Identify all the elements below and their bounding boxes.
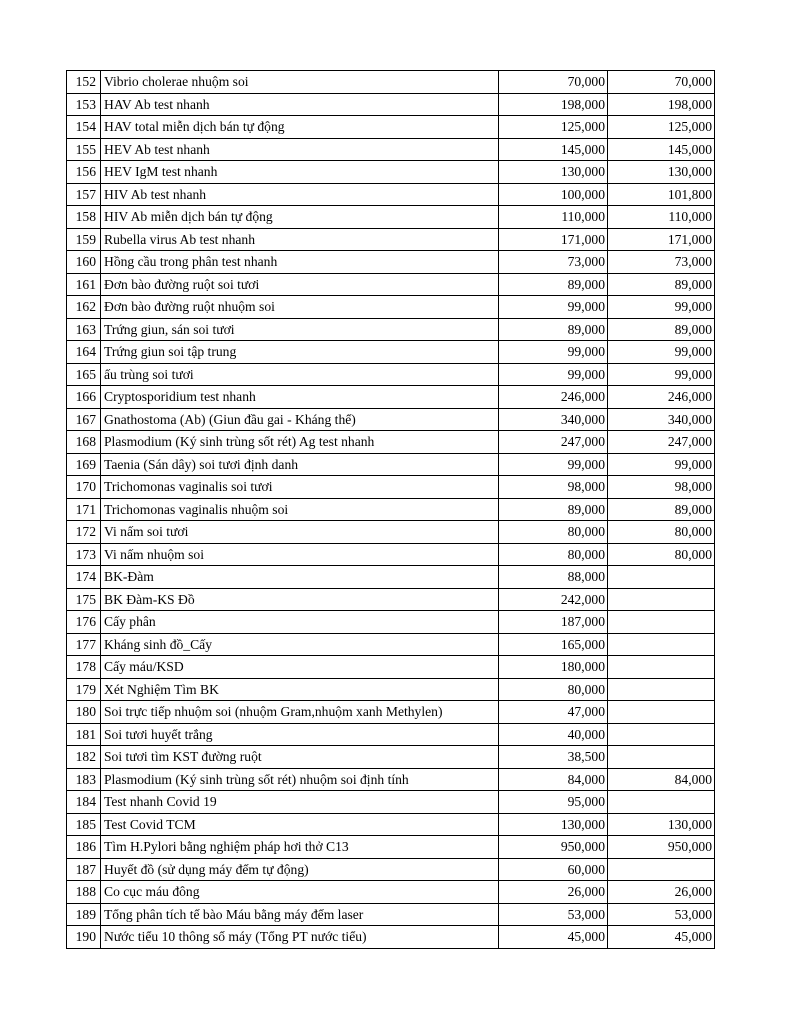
table-row — [67, 836, 715, 859]
table-row — [67, 633, 715, 656]
row-number-cell: 189 — [67, 903, 101, 926]
table-row — [67, 881, 715, 904]
service-name-cell: Plasmodium (Ký sinh trùng sốt rét) nhuộm soi định tính — [101, 768, 499, 791]
price-2-cell: 26,000 — [608, 881, 715, 904]
price-2-cell: 99,000 — [608, 341, 715, 364]
price-2-cell: 130,000 — [608, 813, 715, 836]
price-1-cell: 340,000 — [499, 408, 608, 431]
price-2-cell: 73,000 — [608, 251, 715, 274]
price-1-cell: 110,000 — [499, 206, 608, 229]
price-2-cell: 145,000 — [608, 138, 715, 161]
price-1-cell: 45,000 — [499, 926, 608, 949]
price-1-cell: 99,000 — [499, 296, 608, 319]
service-name-cell: Cấy phân — [101, 611, 499, 634]
row-number-cell: 163 — [67, 318, 101, 341]
table-row — [67, 116, 715, 139]
price-1-cell: 73,000 — [499, 251, 608, 274]
service-name-cell: Cấy máu/KSD — [101, 656, 499, 679]
price-2-cell: 125,000 — [608, 116, 715, 139]
service-name-cell: Co cục máu đông — [101, 881, 499, 904]
row-number-cell: 160 — [67, 251, 101, 274]
table-row — [67, 251, 715, 274]
service-name-cell: Xét Nghiệm Tìm BK — [101, 678, 499, 701]
price-1-cell: 98,000 — [499, 476, 608, 499]
row-number-cell: 179 — [67, 678, 101, 701]
price-2-cell: 84,000 — [608, 768, 715, 791]
table-row — [67, 453, 715, 476]
service-name-cell: HAV total miễn dịch bán tự động — [101, 116, 499, 139]
service-name-cell: Gnathostoma (Ab) (Giun đầu gai - Kháng thể) — [101, 408, 499, 431]
row-number-cell: 164 — [67, 341, 101, 364]
row-number-cell: 169 — [67, 453, 101, 476]
price-1-cell: 40,000 — [499, 723, 608, 746]
price-2-cell: 171,000 — [608, 228, 715, 251]
price-1-cell: 171,000 — [499, 228, 608, 251]
row-number-cell: 184 — [67, 791, 101, 814]
row-number-cell: 171 — [67, 498, 101, 521]
price-1-cell: 125,000 — [499, 116, 608, 139]
table-row — [67, 768, 715, 791]
price-1-cell: 53,000 — [499, 903, 608, 926]
price-2-cell — [608, 791, 715, 814]
price-table — [66, 70, 715, 949]
row-number-cell: 166 — [67, 386, 101, 409]
service-name-cell: Tổng phân tích tế bào Máu bằng máy đếm laser — [101, 903, 499, 926]
price-1-cell: 88,000 — [499, 566, 608, 589]
price-2-cell — [608, 858, 715, 881]
price-1-cell: 89,000 — [499, 498, 608, 521]
price-1-cell: 246,000 — [499, 386, 608, 409]
table-row — [67, 476, 715, 499]
service-name-cell: BK-Đàm — [101, 566, 499, 589]
price-2-cell: 98,000 — [608, 476, 715, 499]
row-number-cell: 180 — [67, 701, 101, 724]
price-2-cell: 950,000 — [608, 836, 715, 859]
price-1-cell: 242,000 — [499, 588, 608, 611]
price-1-cell: 38,500 — [499, 746, 608, 769]
row-number-cell: 190 — [67, 926, 101, 949]
table-body — [67, 71, 715, 949]
table-row — [67, 93, 715, 116]
table-row — [67, 701, 715, 724]
row-number-cell: 185 — [67, 813, 101, 836]
price-2-cell — [608, 701, 715, 724]
price-2-cell: 80,000 — [608, 521, 715, 544]
table-row — [67, 296, 715, 319]
service-name-cell: BK Đàm-KS Đồ — [101, 588, 499, 611]
row-number-cell: 152 — [67, 71, 101, 94]
row-number-cell: 167 — [67, 408, 101, 431]
row-number-cell: 177 — [67, 633, 101, 656]
price-2-cell — [608, 588, 715, 611]
service-name-cell: Đơn bào đường ruột nhuộm soi — [101, 296, 499, 319]
price-1-cell: 99,000 — [499, 363, 608, 386]
service-name-cell: Đơn bào đường ruột soi tươi — [101, 273, 499, 296]
row-number-cell: 162 — [67, 296, 101, 319]
service-name-cell: Vibrio cholerae nhuộm soi — [101, 71, 499, 94]
table-row — [67, 543, 715, 566]
row-number-cell: 159 — [67, 228, 101, 251]
table-row — [67, 656, 715, 679]
price-1-cell: 80,000 — [499, 521, 608, 544]
table-row — [67, 386, 715, 409]
row-number-cell: 186 — [67, 836, 101, 859]
service-name-cell: Trichomonas vaginalis soi tươi — [101, 476, 499, 499]
row-number-cell: 188 — [67, 881, 101, 904]
service-name-cell: HAV Ab test nhanh — [101, 93, 499, 116]
table-row — [67, 611, 715, 634]
table-row — [67, 71, 715, 94]
price-2-cell — [608, 566, 715, 589]
price-1-cell: 950,000 — [499, 836, 608, 859]
price-1-cell: 47,000 — [499, 701, 608, 724]
table-row — [67, 723, 715, 746]
row-number-cell: 161 — [67, 273, 101, 296]
service-name-cell: HEV Ab test nhanh — [101, 138, 499, 161]
row-number-cell: 187 — [67, 858, 101, 881]
price-2-cell: 340,000 — [608, 408, 715, 431]
table-row — [67, 273, 715, 296]
service-name-cell: Soi trực tiếp nhuộm soi (nhuộm Gram,nhuộm xanh Methylen) — [101, 701, 499, 724]
service-name-cell: Taenia (Sán dây) soi tươi định danh — [101, 453, 499, 476]
table-row — [67, 926, 715, 949]
price-1-cell: 60,000 — [499, 858, 608, 881]
row-number-cell: 165 — [67, 363, 101, 386]
price-2-cell — [608, 746, 715, 769]
price-1-cell: 99,000 — [499, 341, 608, 364]
table-row — [67, 746, 715, 769]
service-name-cell: Rubella virus Ab test nhanh — [101, 228, 499, 251]
service-name-cell: Hồng cầu trong phân test nhanh — [101, 251, 499, 274]
row-number-cell: 174 — [67, 566, 101, 589]
price-1-cell: 180,000 — [499, 656, 608, 679]
price-2-cell: 89,000 — [608, 318, 715, 341]
service-name-cell: ấu trùng soi tươi — [101, 363, 499, 386]
price-2-cell: 89,000 — [608, 273, 715, 296]
price-1-cell: 89,000 — [499, 318, 608, 341]
price-1-cell: 80,000 — [499, 678, 608, 701]
service-name-cell: Trứng giun, sán soi tươi — [101, 318, 499, 341]
service-name-cell: Test Covid TCM — [101, 813, 499, 836]
table-row — [67, 498, 715, 521]
price-1-cell: 130,000 — [499, 161, 608, 184]
service-name-cell: HIV Ab test nhanh — [101, 183, 499, 206]
table-row — [67, 791, 715, 814]
table-row — [67, 183, 715, 206]
table-row — [67, 813, 715, 836]
service-name-cell: Huyết đồ (sử dụng máy đếm tự động) — [101, 858, 499, 881]
service-name-cell: Trứng giun soi tập trung — [101, 341, 499, 364]
price-1-cell: 165,000 — [499, 633, 608, 656]
price-1-cell: 26,000 — [499, 881, 608, 904]
service-name-cell: Soi tươi tìm KST đường ruột — [101, 746, 499, 769]
table-row — [67, 566, 715, 589]
price-2-cell — [608, 611, 715, 634]
price-1-cell: 70,000 — [499, 71, 608, 94]
price-2-cell: 246,000 — [608, 386, 715, 409]
table-row — [67, 161, 715, 184]
table-row — [67, 318, 715, 341]
row-number-cell: 168 — [67, 431, 101, 454]
row-number-cell: 183 — [67, 768, 101, 791]
table-row — [67, 228, 715, 251]
service-name-cell: Plasmodium (Ký sinh trùng sốt rét) Ag test nhanh — [101, 431, 499, 454]
table-row — [67, 588, 715, 611]
table-row — [67, 903, 715, 926]
price-2-cell: 53,000 — [608, 903, 715, 926]
service-name-cell: Test nhanh Covid 19 — [101, 791, 499, 814]
row-number-cell: 158 — [67, 206, 101, 229]
price-1-cell: 247,000 — [499, 431, 608, 454]
price-2-cell: 99,000 — [608, 453, 715, 476]
service-name-cell: Nước tiểu 10 thông số máy (Tổng PT nước tiểu) — [101, 926, 499, 949]
table-row — [67, 678, 715, 701]
row-number-cell: 182 — [67, 746, 101, 769]
row-number-cell: 170 — [67, 476, 101, 499]
row-number-cell: 175 — [67, 588, 101, 611]
price-2-cell: 45,000 — [608, 926, 715, 949]
table-row — [67, 341, 715, 364]
row-number-cell: 173 — [67, 543, 101, 566]
price-1-cell: 187,000 — [499, 611, 608, 634]
service-name-cell: Trichomonas vaginalis nhuộm soi — [101, 498, 499, 521]
table-row — [67, 408, 715, 431]
row-number-cell: 155 — [67, 138, 101, 161]
row-number-cell: 178 — [67, 656, 101, 679]
price-1-cell: 100,000 — [499, 183, 608, 206]
row-number-cell: 154 — [67, 116, 101, 139]
row-number-cell: 181 — [67, 723, 101, 746]
table-row — [67, 138, 715, 161]
price-2-cell: 70,000 — [608, 71, 715, 94]
row-number-cell: 153 — [67, 93, 101, 116]
price-1-cell: 95,000 — [499, 791, 608, 814]
price-2-cell: 198,000 — [608, 93, 715, 116]
price-2-cell — [608, 723, 715, 746]
service-name-cell: Kháng sinh đồ_Cấy — [101, 633, 499, 656]
table-row — [67, 363, 715, 386]
price-1-cell: 99,000 — [499, 453, 608, 476]
price-1-cell: 89,000 — [499, 273, 608, 296]
price-1-cell: 80,000 — [499, 543, 608, 566]
row-number-cell: 172 — [67, 521, 101, 544]
price-2-cell: 99,000 — [608, 363, 715, 386]
price-2-cell: 99,000 — [608, 296, 715, 319]
service-name-cell: Tìm H.Pylori bằng nghiệm pháp hơi thở C13 — [101, 836, 499, 859]
service-name-cell: Soi tươi huyết trắng — [101, 723, 499, 746]
price-2-cell: 89,000 — [608, 498, 715, 521]
row-number-cell: 176 — [67, 611, 101, 634]
table-row — [67, 521, 715, 544]
price-2-cell — [608, 656, 715, 679]
row-number-cell: 156 — [67, 161, 101, 184]
price-2-cell — [608, 633, 715, 656]
price-1-cell: 198,000 — [499, 93, 608, 116]
price-1-cell: 145,000 — [499, 138, 608, 161]
price-2-cell: 130,000 — [608, 161, 715, 184]
row-number-cell: 157 — [67, 183, 101, 206]
service-name-cell: Vi nấm nhuộm soi — [101, 543, 499, 566]
service-name-cell: Vi nấm soi tươi — [101, 521, 499, 544]
price-1-cell: 84,000 — [499, 768, 608, 791]
service-name-cell: HEV IgM test nhanh — [101, 161, 499, 184]
table-row — [67, 206, 715, 229]
price-2-cell: 110,000 — [608, 206, 715, 229]
price-2-cell — [608, 678, 715, 701]
price-2-cell: 80,000 — [608, 543, 715, 566]
service-name-cell: HIV Ab miễn dịch bán tự động — [101, 206, 499, 229]
table-row — [67, 431, 715, 454]
service-name-cell: Cryptosporidium test nhanh — [101, 386, 499, 409]
price-2-cell: 101,800 — [608, 183, 715, 206]
table-row — [67, 858, 715, 881]
price-2-cell: 247,000 — [608, 431, 715, 454]
price-1-cell: 130,000 — [499, 813, 608, 836]
